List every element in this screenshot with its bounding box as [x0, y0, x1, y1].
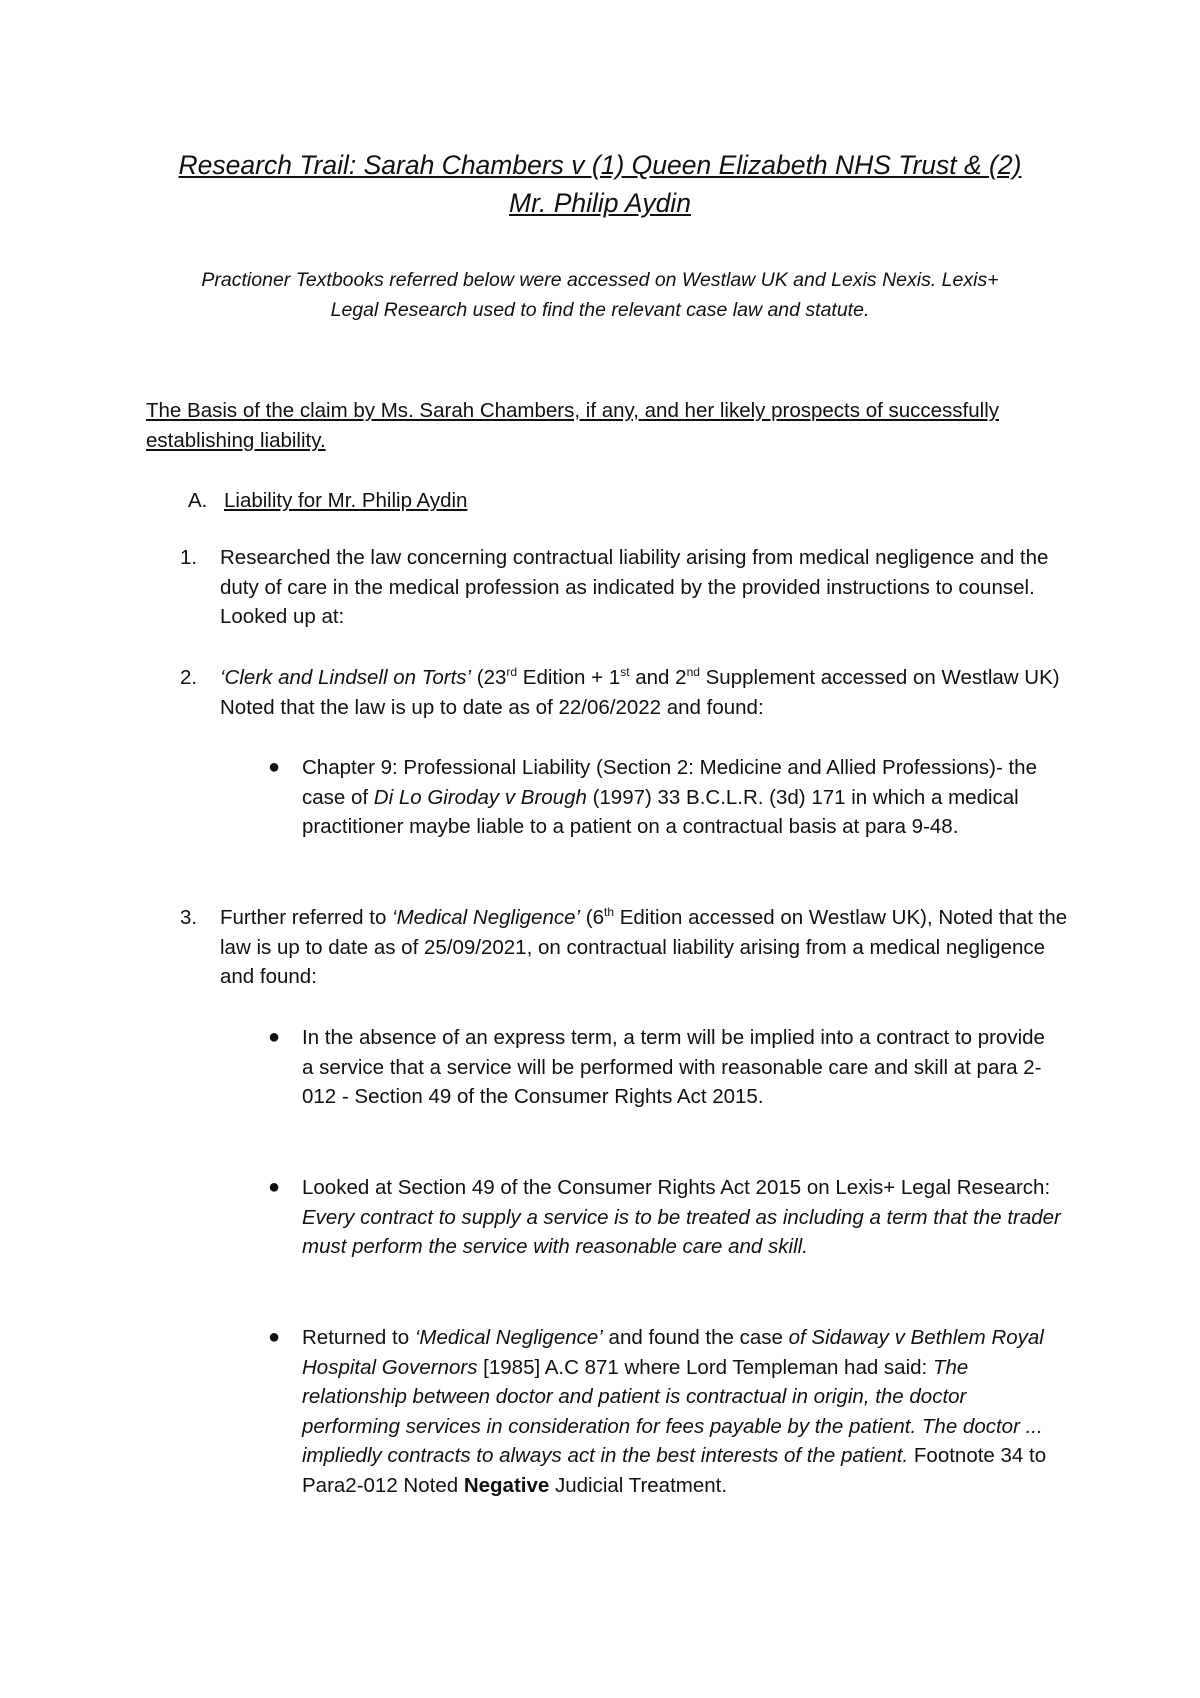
subsection-letter: A. [188, 489, 208, 512]
bullet-icon: ● [268, 1326, 281, 1348]
treatment-label: Negative [463, 1473, 550, 1497]
item-number: 2. [180, 666, 198, 689]
item-text: Researched the law concerning contractual liability arising from medical negligence and the duty of care in the medical profession as indicated by the provided instructions to counsel. Looked up at: [220, 546, 1049, 628]
item-text: Further referred to ‘Medical Negligence’ (6th Edition accessed on Westlaw UK), Noted that the law is up to date as of 25/09/2021, on contractual liability arising from a medical negligence and found: [220, 905, 1068, 988]
item-number: 1. [180, 546, 198, 569]
list-item-3 [180, 903, 1070, 992]
item-number: 3. [180, 906, 198, 929]
case-name: Di Lo Giroday v Brough [373, 785, 587, 809]
book-title: ‘Medical Negligence’ [392, 906, 581, 929]
subsection-a [188, 486, 467, 516]
bullet-icon: ● [268, 756, 281, 778]
item-text: ‘Clerk and Lindsell on Torts’ (23rd Edition + 1st and 2nd Supplement accessed on Westlaw UK) Noted that the law is up to date as of 22/06/2022 and found: [220, 665, 1060, 719]
section-heading: The Basis of the claim by Ms. Sarah Chambers, if any, and her likely prospects of successfully establishing liability. [146, 399, 1000, 452]
book-title: ‘Clerk and Lindsell on Torts’ [220, 666, 472, 689]
subsection-label: Liability for Mr. Philip Aydin [224, 489, 468, 512]
title-line-1: Research Trail: Sarah Chambers v (1) Queen Elizabeth NHS Trust & (2) [178, 150, 1022, 180]
document-title [120, 146, 1080, 222]
subtitle-line-2: Legal Research used to find the relevant case law and statute. [330, 299, 870, 321]
subtitle-line-1: Practioner Textbooks referred below were accessed on Westlaw UK and Lexis Nexis. Lexis+ [201, 269, 999, 291]
case-name: of Sidaway v Bethlem Royal Hospital Governors [302, 1326, 1044, 1379]
statute-quote: Every contract to supply a service is to be treated as including a term that the trader must perform the service with reasonable care and skill. [302, 1205, 1061, 1258]
bullet-item: ● Returned to ‘Medical Negligence’ and found the case of Sidaway v Bethlem Royal Hospital Governors [1985] A.C 871 where Lord Templeman had said: The relationship between doctor and patient is contractual in origin, the doctor performing services in consideration for fees payable by the patient. The doctor ... impliedly contracts to always act in the best interests of the patient. Footnote 34 to Para2-012 Noted Negative Judicial Treatment. [302, 1323, 1062, 1500]
bullet-item: ● Looked at Section 49 of the Consumer Rights Act 2015 on Lexis+ Legal Research: Every contract to supply a service is to be treated as including a term that the trader must perform the service with reasonable care and skill. [302, 1173, 1062, 1262]
bullet-item: ● Chapter 9: Professional Liability (Section 2: Medicine and Allied Professions)- the case of Di Lo Giroday v Brough (1997) 33 B.C.L.R. (3d) 171 in which a medical practitioner maybe liable to a patient on a contractual basis at para 9-48. [302, 753, 1062, 842]
book-title: ‘Medical Negligence’ [414, 1326, 603, 1349]
bullet-icon: ● [268, 1026, 281, 1048]
bullet-item: ● In the absence of an express term, a term will be implied into a contract to provide a service that a service will be performed with reasonable care and skill at para 2-012 - Section 49 of the Consumer Rights Act 2015. [302, 1023, 1062, 1112]
bullet-icon: ● [268, 1176, 281, 1198]
document-subtitle [120, 265, 1080, 325]
title-line-2: Mr. Philip Aydin [509, 188, 691, 218]
list-item-2 [180, 663, 1070, 722]
judicial-quote: The relationship between doctor and patient is contractual in origin, the doctor performing services in consideration for fees payable by the patient. The doctor ... impliedly contracts to always act in the best interests of the patient. [302, 1355, 1043, 1467]
list-item-1 [180, 543, 1070, 632]
